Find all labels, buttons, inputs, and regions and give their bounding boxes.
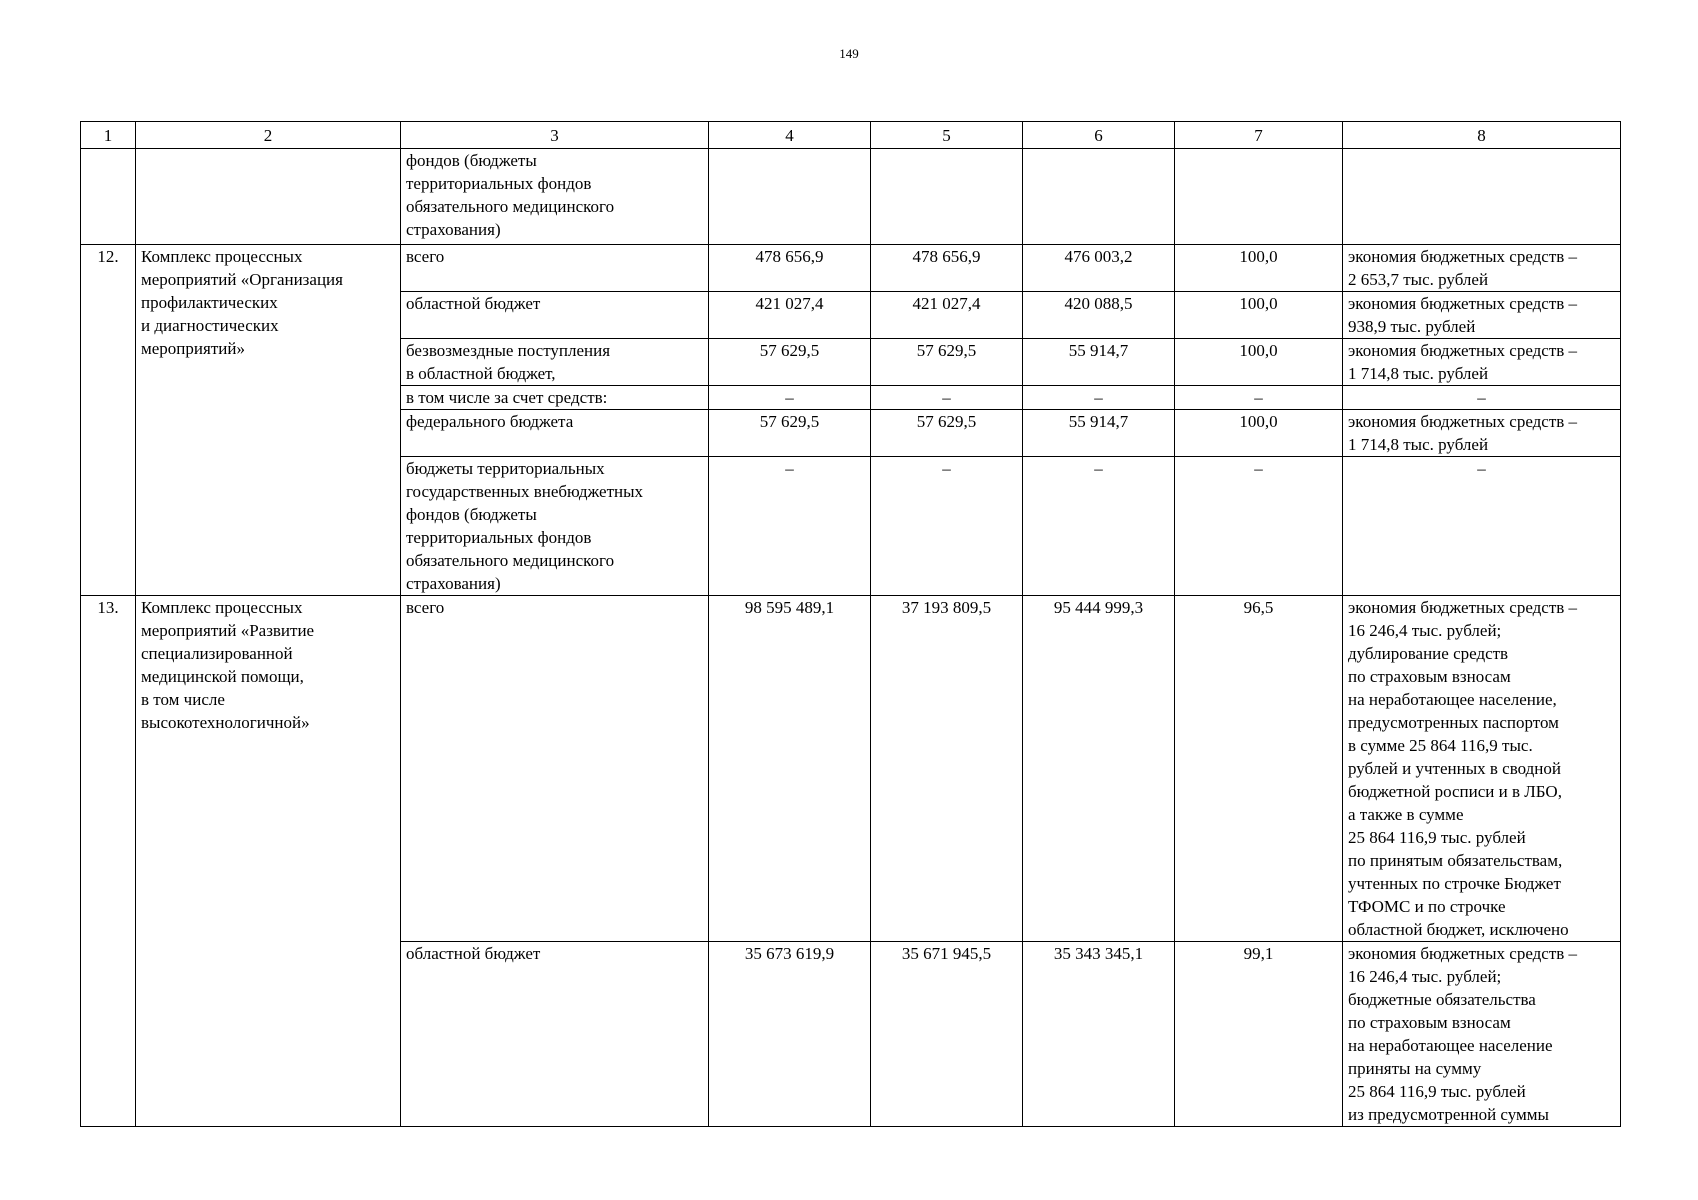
item-name-cell — [136, 596, 401, 1127]
value-cell: 421 027,4 — [871, 292, 1023, 339]
note-line: на неработающее население — [1348, 1036, 1553, 1055]
value-cell: 55 914,7 — [1023, 339, 1175, 386]
note-line: по принятым обязательствам, — [1348, 851, 1563, 870]
note-cell — [1343, 292, 1621, 339]
funding-source-line: в областной бюджет, — [406, 364, 556, 383]
value-cell: 96,5 — [1175, 596, 1343, 942]
note-cell — [1343, 410, 1621, 457]
funding-source-line: безвозмездные поступления — [406, 341, 611, 360]
item-name-line: профилактических — [141, 293, 278, 312]
note-line: бюджетные обязательства — [1348, 990, 1536, 1009]
value-cell: 100,0 — [1175, 339, 1343, 386]
funding-source-cell — [401, 410, 709, 457]
header-cell: 4 — [709, 122, 871, 149]
value-cell: 478 656,9 — [709, 245, 871, 292]
header-cell: 2 — [136, 122, 401, 149]
header-cell: 3 — [401, 122, 709, 149]
note-line: по страховым взносам — [1348, 667, 1511, 686]
item-name-cell — [136, 245, 401, 596]
value-cell — [709, 149, 871, 245]
funding-source-cell — [401, 292, 709, 339]
note-cell — [1343, 149, 1621, 245]
note-line: 16 246,4 тыс. рублей; — [1348, 967, 1502, 986]
note-line: из предусмотренной суммы — [1348, 1105, 1549, 1124]
item-name-line: Комплекс процессных — [141, 598, 303, 617]
value-cell: 57 629,5 — [871, 410, 1023, 457]
header-cell: 5 — [871, 122, 1023, 149]
value-cell: – — [1175, 386, 1343, 410]
value-cell: – — [871, 457, 1023, 596]
value-cell: – — [709, 457, 871, 596]
funding-source-cell — [401, 245, 709, 292]
funding-source-cell — [401, 386, 709, 410]
funding-source-line: территориальных фондов — [406, 528, 592, 547]
note-line: приняты на сумму — [1348, 1059, 1482, 1078]
report-table — [80, 121, 1621, 1127]
funding-source-cell — [401, 942, 709, 1127]
funding-source-line: фондов (бюджеты — [406, 151, 537, 170]
value-cell — [871, 149, 1023, 245]
note-line: – — [1477, 459, 1486, 478]
item-name-line: медицинской помощи, — [141, 667, 304, 686]
note-cell — [1343, 339, 1621, 386]
value-cell: – — [1023, 386, 1175, 410]
funding-source-line: обязательного медицинского — [406, 197, 615, 216]
note-line: предусмотренных паспортом — [1348, 713, 1559, 732]
header-cell: 1 — [81, 122, 136, 149]
funding-source-line: всего — [406, 247, 445, 266]
note-line: в сумме 25 864 116,9 тыс. — [1348, 736, 1533, 755]
note-line: областной бюджет, исключено — [1348, 920, 1569, 939]
funding-source-line: бюджеты территориальных — [406, 459, 605, 478]
value-cell: 35 673 619,9 — [709, 942, 871, 1127]
table-row — [81, 596, 1621, 942]
value-cell: – — [871, 386, 1023, 410]
funding-source-cell — [401, 339, 709, 386]
funding-source-line: страхования) — [406, 574, 501, 593]
value-cell: 98 595 489,1 — [709, 596, 871, 942]
note-line: – — [1477, 388, 1486, 407]
column-number-header-row — [81, 122, 1621, 149]
note-cell — [1343, 596, 1621, 942]
note-line: экономия бюджетных средств – — [1348, 341, 1578, 360]
value-cell: 95 444 999,3 — [1023, 596, 1175, 942]
note-cell — [1343, 457, 1621, 596]
note-cell — [1343, 386, 1621, 410]
note-line: ТФОМС и по строчке — [1348, 897, 1506, 916]
value-cell: 57 629,5 — [709, 410, 871, 457]
note-line: 1 714,8 тыс. рублей — [1348, 364, 1489, 383]
item-name-line: высокотехнологичной» — [141, 713, 310, 732]
header-cell: 7 — [1175, 122, 1343, 149]
value-cell: – — [709, 386, 871, 410]
value-cell: 57 629,5 — [871, 339, 1023, 386]
header-cell: 6 — [1023, 122, 1175, 149]
note-line: экономия бюджетных средств – — [1348, 412, 1578, 431]
note-line: экономия бюджетных средств – — [1348, 944, 1578, 963]
value-cell: 37 193 809,5 — [871, 596, 1023, 942]
note-line: по страховым взносам — [1348, 1013, 1511, 1032]
funding-source-line: федерального бюджета — [406, 412, 574, 431]
note-line: а также в сумме — [1348, 805, 1464, 824]
value-cell: 57 629,5 — [709, 339, 871, 386]
table-row — [81, 245, 1621, 292]
value-cell: 100,0 — [1175, 245, 1343, 292]
value-cell: 476 003,2 — [1023, 245, 1175, 292]
funding-source-line: областной бюджет — [406, 294, 541, 313]
page-number: 149 — [839, 46, 859, 61]
note-line: 938,9 тыс. рублей — [1348, 317, 1476, 336]
note-line: учтенных по строчке Бюджет — [1348, 874, 1561, 893]
note-line: бюджетной росписи и в ЛБО, — [1348, 782, 1562, 801]
note-line: на неработающее население, — [1348, 690, 1557, 709]
item-name-line: специализированной — [141, 644, 293, 663]
funding-source-line: в том числе за счет средств: — [406, 388, 608, 407]
note-line: рублей и учтенных в сводной — [1348, 759, 1561, 778]
item-name-line: мероприятий «Развитие — [141, 621, 315, 640]
value-cell — [1023, 149, 1175, 245]
funding-source-line: территориальных фондов — [406, 174, 592, 193]
item-name-line: мероприятий» — [141, 339, 245, 358]
note-cell — [1343, 942, 1621, 1127]
funding-source-line: страхования) — [406, 220, 501, 239]
funding-source-line: фондов (бюджеты — [406, 505, 537, 524]
item-name-line: и диагностических — [141, 316, 279, 335]
continuation-row — [81, 149, 1621, 245]
note-line: 1 714,8 тыс. рублей — [1348, 435, 1489, 454]
value-cell: 99,1 — [1175, 942, 1343, 1127]
value-cell: 478 656,9 — [871, 245, 1023, 292]
value-cell: 35 671 945,5 — [871, 942, 1023, 1127]
note-line: 16 246,4 тыс. рублей; — [1348, 621, 1502, 640]
funding-source-line: областной бюджет — [406, 944, 541, 963]
item-name-cell — [136, 149, 401, 245]
note-line: 25 864 116,9 тыс. рублей — [1348, 1082, 1526, 1101]
funding-source-cell — [401, 457, 709, 596]
note-line: 25 864 116,9 тыс. рублей — [1348, 828, 1526, 847]
item-number-cell: 12. — [81, 245, 136, 596]
value-cell — [1175, 149, 1343, 245]
item-number-cell — [81, 149, 136, 245]
item-name-line: в том числе — [141, 690, 225, 709]
value-cell: 100,0 — [1175, 292, 1343, 339]
note-line: 2 653,7 тыс. рублей — [1348, 270, 1489, 289]
item-name-line: мероприятий «Организация — [141, 270, 343, 289]
funding-source-cell — [401, 596, 709, 942]
value-cell: 55 914,7 — [1023, 410, 1175, 457]
value-cell: 35 343 345,1 — [1023, 942, 1175, 1127]
note-line: экономия бюджетных средств – — [1348, 598, 1578, 617]
value-cell: 420 088,5 — [1023, 292, 1175, 339]
note-line: экономия бюджетных средств – — [1348, 294, 1578, 313]
funding-source-cell — [401, 149, 709, 245]
note-line: дублирование средств — [1348, 644, 1509, 663]
note-line: экономия бюджетных средств – — [1348, 247, 1578, 266]
item-name-line: Комплекс процессных — [141, 247, 303, 266]
funding-source-line: обязательного медицинского — [406, 551, 615, 570]
funding-source-line: всего — [406, 598, 445, 617]
header-cell: 8 — [1343, 122, 1621, 149]
value-cell: – — [1175, 457, 1343, 596]
value-cell: 421 027,4 — [709, 292, 871, 339]
funding-source-line: государственных внебюджетных — [406, 482, 644, 501]
note-cell — [1343, 245, 1621, 292]
value-cell: – — [1023, 457, 1175, 596]
value-cell: 100,0 — [1175, 410, 1343, 457]
item-number-cell: 13. — [81, 596, 136, 1127]
